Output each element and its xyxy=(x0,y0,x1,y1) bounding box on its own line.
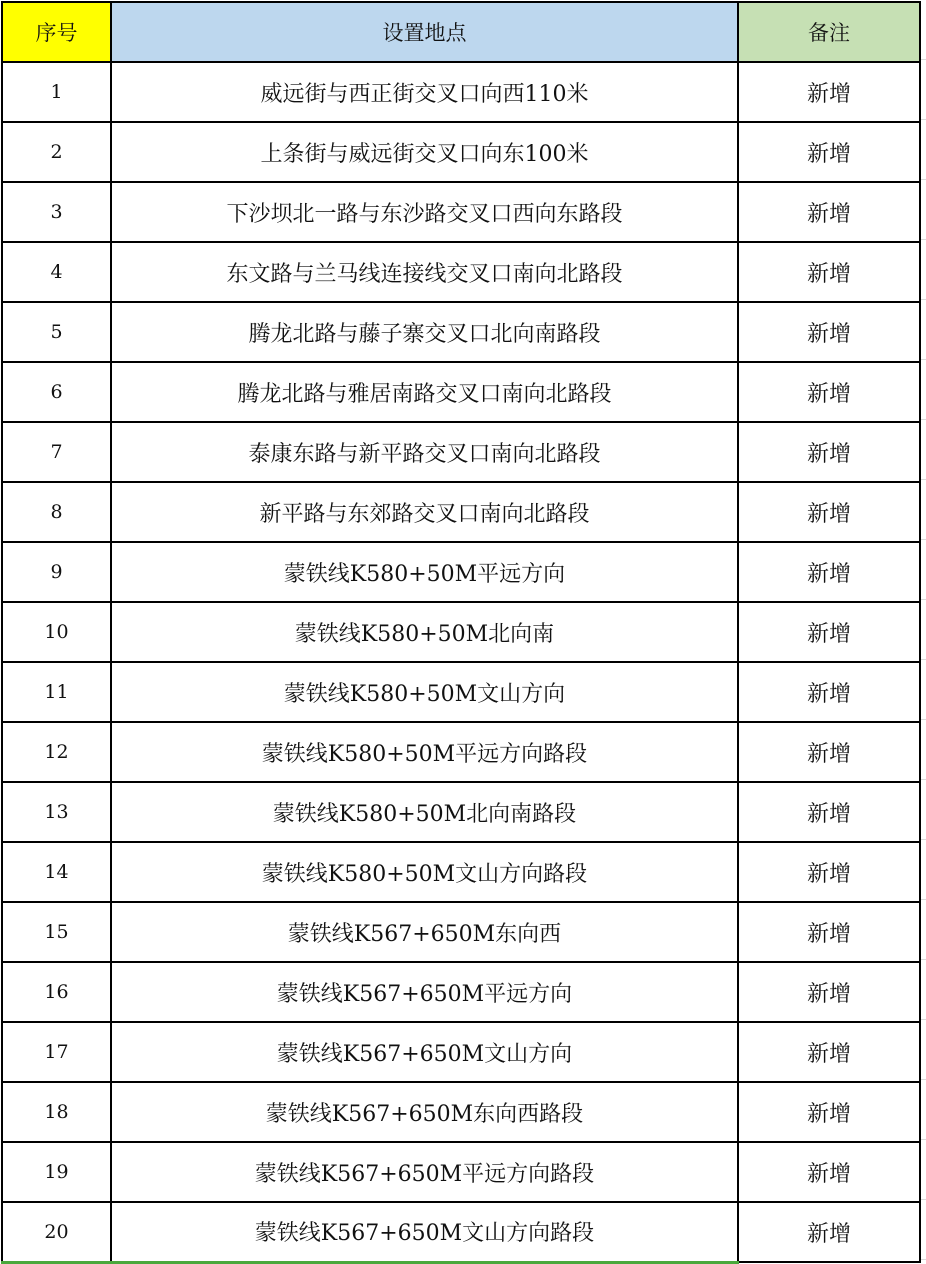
table-row xyxy=(2,242,920,302)
cell-location[interactable]: 腾龙北路与藤子寨交叉口北向南路段 xyxy=(111,302,738,362)
cell-remarks[interactable]: 新增 xyxy=(738,962,920,1022)
table-row xyxy=(2,602,920,662)
cell-serial-number[interactable]: 15 xyxy=(2,902,111,962)
table-row xyxy=(2,362,920,422)
cell-serial-number[interactable]: 14 xyxy=(2,842,111,902)
cell-serial-number[interactable]: 7 xyxy=(2,422,111,482)
cell-remarks[interactable]: 新增 xyxy=(738,602,920,662)
cell-location[interactable]: 上条街与威远街交叉口向东100米 xyxy=(111,122,738,182)
cell-remarks[interactable]: 新增 xyxy=(738,902,920,962)
cell-location[interactable]: 威远街与西正街交叉口向西110米 xyxy=(111,62,738,122)
cell-location[interactable]: 蒙铁线K580+50M北向南路段 xyxy=(111,782,738,842)
header-cell-remarks[interactable]: 备注 xyxy=(738,2,920,62)
table-row xyxy=(2,1082,920,1142)
cell-remarks[interactable]: 新增 xyxy=(738,182,920,242)
cell-remarks[interactable]: 新增 xyxy=(738,842,920,902)
cell-serial-number[interactable]: 10 xyxy=(2,602,111,662)
cell-serial-number[interactable]: 1 xyxy=(2,62,111,122)
cell-location[interactable]: 蒙铁线K567+650M文山方向 xyxy=(111,1022,738,1082)
cell-serial-number[interactable]: 13 xyxy=(2,782,111,842)
locations-table xyxy=(1,1,921,1264)
cell-remarks[interactable]: 新增 xyxy=(738,482,920,542)
cell-serial-number[interactable]: 19 xyxy=(2,1142,111,1202)
cell-remarks[interactable]: 新增 xyxy=(738,1082,920,1142)
cell-serial-number[interactable]: 4 xyxy=(2,242,111,302)
cell-remarks[interactable]: 新增 xyxy=(738,1022,920,1082)
header-cell-location[interactable]: 设置地点 xyxy=(111,2,738,62)
cell-remarks[interactable]: 新增 xyxy=(738,422,920,482)
cell-remarks[interactable]: 新增 xyxy=(738,122,920,182)
table-row xyxy=(2,842,920,902)
cell-location[interactable]: 蒙铁线K580+50M文山方向 xyxy=(111,662,738,722)
cell-location[interactable]: 蒙铁线K567+650M东向西 xyxy=(111,902,738,962)
table-row xyxy=(2,1142,920,1202)
cell-location[interactable]: 东文路与兰马线连接线交叉口南向北路段 xyxy=(111,242,738,302)
cell-location[interactable]: 新平路与东郊路交叉口南向北路段 xyxy=(111,482,738,542)
cell-serial-number[interactable]: 2 xyxy=(2,122,111,182)
cell-serial-number[interactable]: 18 xyxy=(2,1082,111,1142)
cell-remarks[interactable]: 新增 xyxy=(738,662,920,722)
cell-remarks[interactable]: 新增 xyxy=(738,542,920,602)
cell-location[interactable]: 蒙铁线K580+50M平远方向路段 xyxy=(111,722,738,782)
cell-serial-number[interactable]: 20 xyxy=(2,1202,111,1262)
cell-serial-number[interactable]: 12 xyxy=(2,722,111,782)
table-row xyxy=(2,542,920,602)
cell-serial-number[interactable]: 17 xyxy=(2,1022,111,1082)
cell-remarks[interactable]: 新增 xyxy=(738,1142,920,1202)
table-row xyxy=(2,422,920,482)
cell-location[interactable]: 蒙铁线K567+650M平远方向 xyxy=(111,962,738,1022)
cell-serial-number[interactable]: 16 xyxy=(2,962,111,1022)
cell-remarks[interactable]: 新增 xyxy=(738,782,920,842)
table-row xyxy=(2,662,920,722)
cell-serial-number[interactable]: 9 xyxy=(2,542,111,602)
cell-location[interactable]: 蒙铁线K580+50M文山方向路段 xyxy=(111,842,738,902)
cell-remarks[interactable]: 新增 xyxy=(738,302,920,362)
cell-remarks[interactable]: 新增 xyxy=(738,1202,920,1262)
table-body xyxy=(2,62,920,1262)
cell-remarks[interactable]: 新增 xyxy=(738,722,920,782)
table-row xyxy=(2,182,920,242)
table-row xyxy=(2,302,920,362)
cell-serial-number[interactable]: 6 xyxy=(2,362,111,422)
cell-serial-number[interactable]: 3 xyxy=(2,182,111,242)
cell-remarks[interactable]: 新增 xyxy=(738,362,920,422)
table-row xyxy=(2,122,920,182)
header-row xyxy=(2,2,920,62)
cell-serial-number[interactable]: 5 xyxy=(2,302,111,362)
header-cell-serial-number[interactable]: 序号 xyxy=(2,2,111,62)
cell-location[interactable]: 泰康东路与新平路交叉口南向北路段 xyxy=(111,422,738,482)
table-row xyxy=(2,62,920,122)
cell-location[interactable]: 下沙坝北一路与东沙路交叉口西向东路段 xyxy=(111,182,738,242)
cell-location[interactable]: 蒙铁线K580+50M平远方向 xyxy=(111,542,738,602)
cell-remarks[interactable]: 新增 xyxy=(738,242,920,302)
table-row xyxy=(2,902,920,962)
table-row xyxy=(2,722,920,782)
cell-location[interactable]: 蒙铁线K567+650M平远方向路段 xyxy=(111,1142,738,1202)
table-row xyxy=(2,482,920,542)
cell-location[interactable]: 蒙铁线K567+650M东向西路段 xyxy=(111,1082,738,1142)
cell-location[interactable]: 腾龙北路与雅居南路交叉口南向北路段 xyxy=(111,362,738,422)
cell-remarks[interactable]: 新增 xyxy=(738,62,920,122)
cell-serial-number[interactable]: 8 xyxy=(2,482,111,542)
cell-location[interactable]: 蒙铁线K580+50M北向南 xyxy=(111,602,738,662)
cell-serial-number[interactable]: 11 xyxy=(2,662,111,722)
table-row xyxy=(2,782,920,842)
table-row xyxy=(2,962,920,1022)
table-row xyxy=(2,1022,920,1082)
cell-location[interactable]: 蒙铁线K567+650M文山方向路段 xyxy=(111,1202,738,1262)
table-row xyxy=(2,1202,920,1262)
